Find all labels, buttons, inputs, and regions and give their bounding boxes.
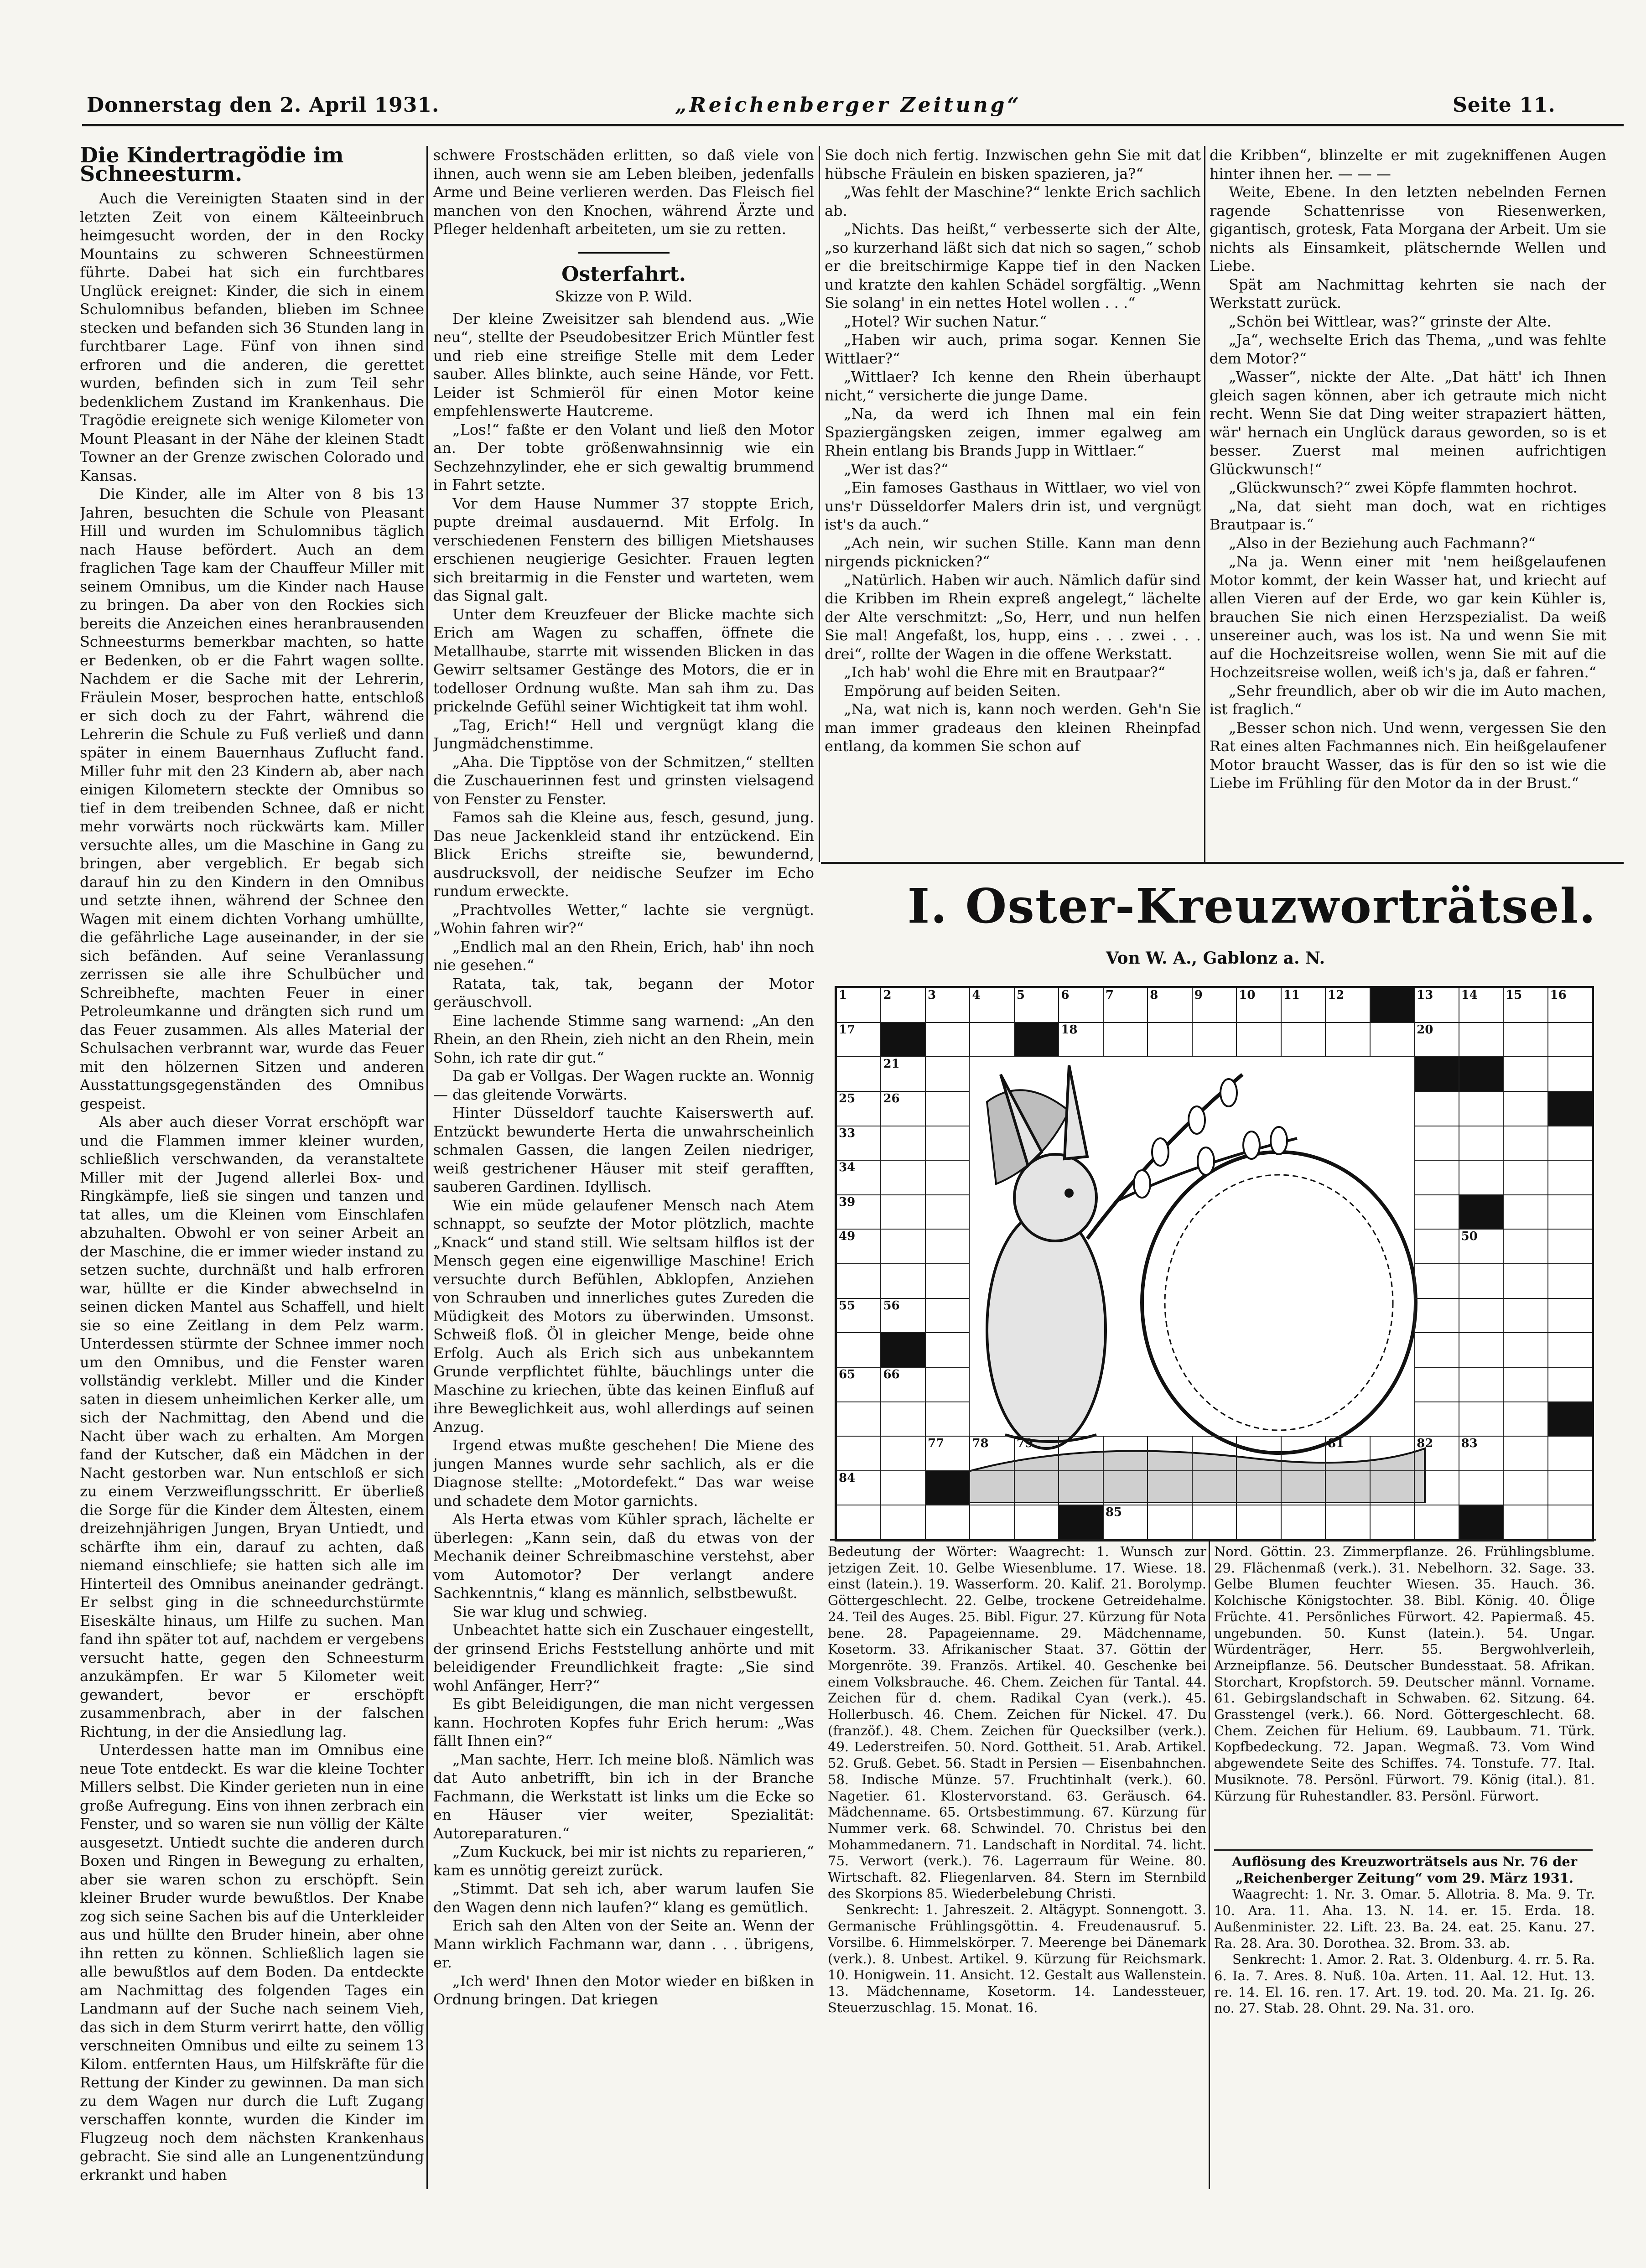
story-byline: Skizze von P. Wild.: [555, 288, 693, 305]
crossword-cell: [1459, 1195, 1503, 1230]
crossword-cell[interactable]: [1503, 1264, 1547, 1298]
crossword-cell[interactable]: [1370, 1436, 1414, 1471]
crossword-cell[interactable]: [881, 1229, 925, 1264]
crossword-cell[interactable]: 20: [1414, 1022, 1459, 1057]
story-paragraph: Spät am Nachmittag kehrten sie nach der Werkstatt zurück.: [1210, 275, 1606, 311]
story-paragraph: Ratata, tak, tak, begann der Motor geräuschvoll.: [433, 975, 814, 1011]
article-paragraph: Die Kinder, alle im Alter von 8 bis 13 Jahren, besuchten die Schule von Pleasant Hill und wurden im Schulomnibus täglich nach Hause befördert. Auch an dem fraglichen Tage kam der Chauffeur Miller mit seinem Omnibus, um die Kinder nach Hause zu bringen. Da aber von den Rockies sich bereits die Anzeichen eines heranbrausenden Schneesturms bemerkbar machten, so hatte er Bedenken, ob er die Fahrt wagen sollte. Nachdem er die Sache mit der Lehrerin, Fräulein Moser, besprochen hatte, entschloß er sich doch zu der Fahrt, während die Lehrerin die Schule zu Fuß verließ und dann später in einem Bauernhaus Zuflucht fand. Miller fuhr mit den 23 Kindern ab, aber nach einigen Kilometern steckte der Omnibus so tief in dem treibenden Schnee, daß er nicht mehr vorwärts noch rückwärts kam. Miller versuchte alles, um die Maschine in Gang zu bringen, aber vergeblich. Er begab sich darauf hin zu den Kindern in den Omnibus und setzte ihnen, während der Schnee den Wagen mit einem dichten Vorhang umhüllte, die gefährliche Lage auseinander, in der sie sich befänden. Auf seine Veranlassung zerrissen sie alle ihre Schulbücher und Schreibhefte, machten Feuer in einer Petroleumkanne und drängten sich rund um das Feuer zusammen. Als alles Material der Schulsachen verbrannt war, wurde das Feuer mit den hölzernen Sitzen und anderen Ausstattungsgegenständen des Omnibus gespeist.: [80, 485, 424, 1112]
crossword-cell[interactable]: [1503, 1195, 1547, 1230]
story-paragraph: „Besser schon nich. Und wenn, vergessen Sie den Rat eines alten Fachmannes nich. Ein heißgelaufener Motor braucht Wasser, das is für den so ist wie die Liebe im Frühling für den Motor da in der Brust.“: [1210, 719, 1606, 792]
story-paragraph: „Prachtvolles Wetter,“ lachte sie vergnügt. „Wohin fahren wir?“: [433, 901, 814, 937]
crossword-cell[interactable]: [1548, 1436, 1592, 1471]
crossword-cell[interactable]: [1459, 1367, 1503, 1402]
crossword-cell[interactable]: 13: [1414, 988, 1459, 1022]
crossword-cell[interactable]: [1281, 1471, 1325, 1505]
solution-title: Auflösung des Kreuzworträtsels aus Nr. 76 der „Reichenberger Zeitung“ vom 29. März 1931.: [1231, 1854, 1578, 1886]
crossword-cell[interactable]: 55: [836, 1298, 881, 1333]
crossword-cell[interactable]: 56: [881, 1298, 925, 1333]
crossword-cell[interactable]: [925, 1091, 970, 1126]
crossword-cell: [881, 1333, 925, 1367]
crossword-cell[interactable]: [925, 1367, 970, 1402]
crossword-cell[interactable]: [925, 1402, 970, 1437]
crossword-cell[interactable]: 17: [836, 1022, 881, 1057]
story-paragraph: „Also in der Beziehung auch Fachmann?“: [1229, 534, 1536, 552]
crossword-cell[interactable]: [1548, 1471, 1592, 1505]
previous-solution: [1214, 1854, 1595, 2187]
article-easter-drive: [433, 146, 814, 2198]
crossword-cell[interactable]: [925, 1229, 970, 1264]
crossword-cell[interactable]: [970, 1022, 1014, 1057]
story-paragraph: „Na, da werd ich Ihnen mal ein fein Spaziergängsken zeigen, immer egalweg am Rhein entlang bis Brands Jupp in Wittlaer.“: [825, 405, 1201, 459]
story-paragraph: „Tag, Erich!“ Hell und vergnügt klang die Jungmädchenstimme.: [433, 716, 814, 752]
crossword-cell[interactable]: [836, 1333, 881, 1367]
crossword-cell[interactable]: 3: [925, 988, 970, 1022]
crossword-cell[interactable]: [1548, 1160, 1592, 1195]
story-paragraph: „Wittlaer? Ich kenne den Rhein überhaupt nicht,“ versicherte die junge Dame.: [825, 368, 1201, 404]
crossword-cell[interactable]: [1414, 1091, 1459, 1126]
crossword-cell[interactable]: [1014, 1505, 1059, 1540]
story-paragraph: „Wer ist das?“: [844, 460, 949, 478]
crossword-cell[interactable]: [1548, 1022, 1592, 1057]
crossword-cell[interactable]: [1503, 1022, 1547, 1057]
crossword-cell[interactable]: [1414, 1229, 1459, 1264]
crossword-cell[interactable]: [1325, 1505, 1370, 1540]
story-paragraph: „Stimmt. Dat seh ich, aber warum laufen Sie den Wagen denn nich laufen?“ klang es gemütlich.: [433, 1880, 814, 1916]
story-paragraph: „Ich hab' wohl die Ehre mit en Brautpaar?“: [844, 664, 1166, 681]
crossword-cell[interactable]: [925, 1264, 970, 1298]
crossword-cell[interactable]: [1414, 1160, 1459, 1195]
crossword-cell[interactable]: [1503, 1229, 1547, 1264]
crossword-cell[interactable]: [1459, 1264, 1503, 1298]
clues-vertical-cont: Nord. Göttin. 23. Zimmerpflanze. 26. Frühlingsblume. 29. Flächenmaß (verk.). 31. Nebelhorn. 32. Sage. 33. Gelbe Blumen feuchter Wiesen. 35. Hauch. 36. Kolchische Königstochter. 38. Bibl. König. 40. Ölige Früchte. 41. Persönliches Fürwort. 42. Papiermaß. 45. ungebunden. 50. Kunst (latein.). 54. Ungar. Würdenträger, Herr. 55. Bergwohlverleih, Arzneipflanze. 56. Deutscher Bundesstaat. 58. Afrikan. Storchart, Kropfstorch. 59. Deutscher männl. Vorname. 61. Gebirgslandschaft in Schwaben. 62. Sitzung. 64. Grasstengel (verk.). 66. Nord. Göttergeschlecht. 68. Chem. Zeichen für Helium. 69. Laubbaum. 71. Türk. Kopfbedeckung. 72. Japan. Wegmaß. 73. Vom Wind abgewendete Seite des Schiffes. 74. Tonstufe. 77. Ital. Musiknote. 78. Persönl. Fürwort. 79. König (ital.). 81. Kürzung für Ruhestandler. 83. Persönl. Fürwort.: [1214, 1544, 1595, 1804]
story-title: Osterfahrt.: [561, 262, 686, 286]
crossword-top-rule: [821, 862, 1624, 864]
article-paragraph: Unterdessen hatte man im Omnibus eine neue Tote entdeckt. Es war die kleine Tochter Millers selbst. Die Kinder gerieten nun in eine große Aufregung. Eins von ihnen zerbrach ein Fenster, und so waren sie nun völlig der Kälte ausgesetzt. Untiedt suchte die anderen durch Boxen und Ringen in Bewegung zu erhalten, aber sie waren schon zu erschöpft. Sein kleiner Bruder wurde bewußtlos. Der Knabe zog sich seine Sachen bis auf die Unterkleider aus und hüllte den Bruder hinein, aber ohne ihn retten zu können. Schließlich lagen sie alle bewußtlos auf dem Boden. Da entdeckte am Nachmittag des folgenden Tages ein Landmann auf der Suche nach seinem Vieh, das sich in dem Sturm verirrt hatte, den völlig verschneiten Omnibus und eilte zu seinem 13 Kilom. entfernten Haus, um Hilfskräfte für die Rettung der Kinder zu gewinnen. Da man sich zu dem Wagen nur durch die Luft Zugang verschaffen konnte, wurden die Kinder im Flugzeug noch dem nächsten Krankenhaus gebracht. Sie sind alle an Lungenentzündung erkrankt und haben: [80, 1741, 424, 2184]
separator-rule: [578, 252, 670, 254]
crossword-cell[interactable]: [925, 1160, 970, 1195]
crossword-cell[interactable]: [1414, 1298, 1459, 1333]
crossword-cell[interactable]: [881, 1160, 925, 1195]
crossword-cell: [1548, 1091, 1592, 1126]
crossword-cell[interactable]: [1548, 1333, 1592, 1367]
crossword-cell[interactable]: [1281, 1022, 1325, 1057]
crossword-cell[interactable]: [836, 1402, 881, 1437]
crossword-cell[interactable]: [1414, 1126, 1459, 1161]
crossword-cell[interactable]: [1503, 1057, 1547, 1091]
crossword-cell[interactable]: [1503, 1298, 1547, 1333]
crossword-cell[interactable]: [1548, 1057, 1592, 1091]
crossword-cell[interactable]: [925, 1333, 970, 1367]
story-paragraph: „Na ja. Wenn einer mit 'nem heißgelaufenen Motor kommt, der kein Wasser hat, und kriecht auf allen Vieren auf der Erde, wo gar kein Kühler is, brauchen Sie nich einen Herzspezialist. Da weiß unsereiner auch, was los ist. Na und wenn Sie mit auf die Hochzeitsreise wollen, wenn Sie mit auf die Hochzeitsreise wollen, weiß ich's ja, daß er fahren.“: [1210, 553, 1606, 681]
article-title: Die Kindertragödie im Schneesturm.: [80, 146, 344, 186]
story-paragraph: „Na, dat sieht man doch, wat en richtiges Brautpaar is.“: [1210, 497, 1606, 533]
crossword-cell[interactable]: [1459, 1126, 1503, 1161]
story-paragraph: „Aha. Die Tipptöse von der Schmitzen,“ stellten die Zuschauerinnen fest und grinsten vielsagend von Fenster zu Fenster.: [433, 753, 814, 808]
crossword-cell[interactable]: [1148, 1471, 1192, 1505]
crossword-cell[interactable]: 14: [1459, 988, 1503, 1022]
crossword-cell[interactable]: [1103, 1022, 1148, 1057]
crossword-cell[interactable]: [925, 1022, 970, 1057]
article-paragraph: Als aber auch dieser Vorrat erschöpft war und die Flammen immer kleiner wurden, schließlich verschwanden, da veranstaltete Miller mit der Jugend allerlei Box- und Ringkämpfe, ließ sie singen und tanzen und tat alles, um die Kleinen vom Einschlafen abzuhalten. Obwohl er von seiner Arbeit an der Maschine, die er immer wieder instand zu setzen suchte, durchnäßt und halb erfroren war, hüllte er die Kinder abwechselnd in seinen dicken Mantel aus Schaffell, und hielt sie so eine Zeitlang in dem Pelz warm. Unterdessen stürmte der Schnee immer noch um den Omnibus, und die Fenster waren vollständig verklebt. Miller und die Kinder saten in diesem unheimlichen Kerker alle, um sich der Nachmittag, den Abend und die Nacht über wach zu erhalten. Am Morgen fand der Kutscher, daß ein Mädchen in der Nacht gestorben war. Nun entschloß er sich zu einem Verzweiflungsschritt. Er überließ die Sorge für die Kinder dem Ältesten, einem dreizehnjährigen Jungen, Bryan Untiedt, und schärfte ihm ein, darauf zu achten, daß niemand einschliefe; sie hatten sich alle im Hinterteil des Omnibus aneinander gedrängt. Er selbst ging in die schneedurchstürmte Eiseskälte hinaus, um Hilfe zu suchen. Man fand ihn später tot auf, nachdem er vergebens versucht hatte, gegen den Schneesturm anzukämpfen. Er war 5 Kilometer weit gewandert, bevor er erschöpft zusammenbrach, aber in der falschen Richtung, in der die Ansiedlung lag.: [80, 1113, 424, 1740]
crossword-cell[interactable]: [1503, 1505, 1547, 1540]
article-paragraph: Auch die Vereinigten Staaten sind in der letzten Zeit von einem Kälteeinbruch heimgesucht worden, der in den Rocky Mountains zu schweren Schneestürmen führte. Dabei hat sich ein furchtbares Unglück ereignet: Kinder, die sich in einem Schulomnibus befanden, blieben im Schnee stecken und befanden sich 36 Stunden lang in furchtbarer Lage. Fünf von ihnen sind erfroren und die anderen, die gerettet wurden, befinden sich in zum Teil sehr bedenklichem Zustand im Krankenhaus. Die Tragödie ereignete sich wenige Kilometer von Mount Pleasant in der Nähe der kleinen Stadt Towner an der Grenze zwischen Colorado und Kansas.: [80, 190, 424, 484]
story-paragraph: „Man sachte, Herr. Ich meine bloß. Nämlich was dat Auto anbetrifft, bin ich in der Branche Fachmann, die Werkstatt ist links um die Ecke so en Häuser vier weiter, Spezialität: Autoreparaturen.“: [433, 1750, 814, 1842]
easter-bunny-illustration: [950, 1047, 1429, 1503]
crossword-cell[interactable]: [881, 1471, 925, 1505]
clues-vertical: Senkrecht: 1. Jahreszeit. 2. Altägypt. Sonnengott. 3. Germanische Frühlingsgöttin. 4. Freudenausruf. 5. Vorsilbe. 6. Himmelskörper. 7. Meerenge bei Dänemark (verk.). 8. Unbest. Artikel. 9. Kürzung für Reichsmark. 10. Honigwein. 11. Ansicht. 12. Gestalt aus Wallenstein. 13. Mädchenname, Kosetorm. 14. Landessteuer, Steuerzuschlag. 15. Monat. 16.: [828, 1902, 1206, 2015]
crossword-cell[interactable]: [1503, 1091, 1547, 1126]
crossword-cell[interactable]: 5: [1014, 988, 1059, 1022]
crossword-cell[interactable]: [1281, 1436, 1325, 1471]
crossword-cell[interactable]: [925, 1298, 970, 1333]
crossword-cell[interactable]: [1370, 1505, 1414, 1540]
crossword-cell[interactable]: [1414, 1402, 1459, 1437]
story-paragraph: Als Herta etwas vom Kühler sprach, lächelte er überlegen: „Kann sein, daß du etwas von der Mechanik deiner Schreibmaschine verstehst, aber vom Automotor? Der verlangt andere Sachkenntnis,“ klang es männlich, selbstbewußt.: [433, 1510, 814, 1602]
crossword-cell[interactable]: [881, 1195, 925, 1230]
crossword-cell[interactable]: [1459, 1160, 1503, 1195]
crossword-cell[interactable]: [1459, 1022, 1503, 1057]
story-paragraph: „Nichts. Das heißt,“ verbesserte sich der Alte, „so kurzerhand läßt sich dat nich so sagen,“ schob er die breitschirmige Kappe tief in den Nacken und kratzte den kahlen Schädel sorgfältig. „Wenn Sie solang' in ein nettes Hotel wollen . . .“: [825, 220, 1201, 311]
crossword-cell[interactable]: [1059, 1471, 1103, 1505]
story-paragraph: „Natürlich. Haben wir auch. Nämlich dafür sind die Kribben im Rhein expreß angelegt,“ lächelte der Alte verschmitzt: „So, Herr, und nun helfen Sie mal! Angefaßt, los, hupp, eins . . . zwei . . . drei“, rollte der Wagen in die offene Werkstatt.: [825, 571, 1201, 663]
crossword-cell[interactable]: [1014, 1471, 1059, 1505]
column-rule: [426, 146, 428, 2189]
story-paragraph: „Ach nein, wir suchen Stille. Kann man denn nirgends picknicken?“: [825, 534, 1201, 570]
solution-vertical: Senkrecht: 1. Amor. 2. Rat. 3. Oldenburg. 4. rr. 5. Ra. 6. Ia. 7. Ares. 8. Nuß. 10a. Arten. 11. Aal. 12. Hut. 13. re. 14. El. 16. ren. 17. Art. 19. tod. 20. Ma. 21. Ig. 26. no. 27. Stab. 28. Ohnt. 29. Na. 31. oro.: [1214, 1951, 1595, 2016]
crossword-cell: [881, 1022, 925, 1057]
crossword-cell[interactable]: [1370, 1022, 1414, 1057]
crossword-cell[interactable]: 78: [970, 1436, 1014, 1471]
crossword-cell[interactable]: [1414, 1264, 1459, 1298]
story-paragraph: „Glückwunsch?“ zwei Köpfe flammten hochrot.: [1229, 479, 1578, 496]
story-paragraph: „Schön bei Wittlear, was?“ grinste der Alte.: [1229, 312, 1552, 330]
story-paragraph: „Haben wir auch, prima sogar. Kennen Sie Wittlaer?“: [825, 331, 1201, 367]
crossword-cell[interactable]: [1192, 1436, 1236, 1471]
solution-rule: [1214, 1849, 1593, 1851]
issue-date: Donnerstag den 2. April 1931.: [87, 93, 440, 117]
crossword-cell[interactable]: [1459, 1298, 1503, 1333]
story-paragraph: „Hotel? Wir suchen Natur.“: [844, 312, 1047, 330]
story-paragraph: Erich sah den Alten von der Seite an. Wenn der Mann wirklich Fachmann war, dann . . . übrigens, er.: [433, 1917, 814, 1971]
crossword-cell[interactable]: [1503, 1436, 1547, 1471]
crossword-cell[interactable]: [1414, 1471, 1459, 1505]
crossword-cell[interactable]: [1503, 1160, 1547, 1195]
story-paragraph: „Ja“, wechselte Erich das Thema, „und was fehlte dem Motor?“: [1210, 331, 1606, 367]
crossword-cell[interactable]: 2: [881, 988, 925, 1022]
crossword-cell[interactable]: [1548, 1505, 1592, 1540]
crossword-cell[interactable]: [881, 1126, 925, 1161]
crossword-cell[interactable]: 18: [1059, 1022, 1103, 1057]
crossword-cell[interactable]: 1: [836, 988, 881, 1022]
crossword-cell[interactable]: [1148, 1505, 1192, 1540]
crossword-cell[interactable]: 16: [1548, 988, 1592, 1022]
crossword-cell[interactable]: [1059, 1436, 1103, 1471]
clues-horizontal: Bedeutung der Wörter: Waagrecht: 1. Wunsch zur jetzigen Zeit. 10. Gelbe Wiesenblume. 17. Wiese. 18. einst (latein.). 19. Wasserform. 20. Kalif. 21. Borolymp. Göttergeschlecht. 22. Gelbe, trockene Getreidehalme. 24. Teil des Auges. 25. Bibl. Figur. 27. Kürzung für Nota bene. 28. Papageienname. 29. Mädchenname, Kosetorm. 33. Afrikanischer Staat. 37. Göttin der Morgenröte. 39. Französ. Artikel. 40. Geschenke bei einem Volksbrauche. 46. Chem. Zeichen für Tantal. 44. Zeichen für d. chem. Radikal Cyan (verk.). 45. Hollerbusch. 46. Chem. Zeichen für Nickel. 47. Du (franzöf.). 48. Chem. Zeichen für Quecksilber (verk.). 49. Lederstreifen. 50. Nord. Gottheit. 51. Arab. Artikel. 52. Gruß. Gebet. 56. Stadt in Persien — Eisenbahnchen. 58. Indische Münze. 57. Fruchtinhalt (verk.). 60. Nagetier. 61. Klostervorstand. 63. Geräusch. 64. Mädchenname. 65. Ortsbestimmung. 67. Kürzung für Nummer verk. 68. Schwindel. 70. Christus bei den Mohammedanern. 71. Landschaft in Nordital. 74. licht. 75. Verwort (verk.). 76. Lagerraum für Weine. 80. Wirtschaft. 82. Fliegenlarven. 84. Stern im Sternbild des Skorpions 85. Wiederbelebung Christi.: [828, 1544, 1206, 1901]
story-paragraph: Sie war klug und schwieg.: [452, 1603, 648, 1620]
story-paragraph: Sie doch nich fertig. Inzwischen gehn Sie mit dat hübsche Fräulein en bisken spazieren, ja?“: [825, 146, 1201, 182]
page-number: Seite 11.: [1453, 93, 1556, 117]
story-paragraph: Empörung auf beiden Seiten.: [844, 682, 1061, 700]
crossword-cell[interactable]: [1459, 1333, 1503, 1367]
crossword-cell[interactable]: [925, 1505, 970, 1540]
story-paragraph: „Ein famoses Gasthaus in Wittlaer, wo viel von uns'r Düsseldorfer Malers drin ist, und vergnügt ist's da auch.“: [825, 479, 1201, 533]
crossword-cell[interactable]: [881, 1436, 925, 1471]
story-paragraph: „Ich werd' Ihnen den Motor wieder en bißken in Ordnung bringen. Dat kriegen: [433, 1972, 814, 2008]
crossword-cell[interactable]: [925, 1126, 970, 1161]
story-paragraph: „Endlich mal an den Rhein, Erich, hab' ihn noch nie gesehen.“: [433, 938, 814, 974]
crossword-cell[interactable]: [925, 1057, 970, 1091]
crossword-cell[interactable]: [1236, 1471, 1281, 1505]
crossword-cell[interactable]: 7: [1103, 988, 1148, 1022]
crossword-grid[interactable]: [835, 986, 1594, 1541]
crossword-cell[interactable]: [1548, 1195, 1592, 1230]
column-rule: [819, 146, 820, 862]
crossword-cell[interactable]: 66: [881, 1367, 925, 1402]
crossword-cell[interactable]: 79: [1014, 1436, 1059, 1471]
crossword-cell[interactable]: [1148, 1436, 1192, 1471]
crossword-cell[interactable]: [1503, 1126, 1547, 1161]
story-paragraph: Eine lachende Stimme sang warnend: „An den Rhein, an den Rhein, zieh nicht an den Rhein, mein Sohn, ich rate dir gut.“: [433, 1012, 814, 1066]
crossword-cell[interactable]: 26: [881, 1091, 925, 1126]
crossword-cell[interactable]: [881, 1402, 925, 1437]
crossword-cell[interactable]: 4: [970, 988, 1014, 1022]
crossword-cell[interactable]: 6: [1059, 988, 1103, 1022]
crossword-cell[interactable]: 50: [1459, 1229, 1503, 1264]
crossword-cell[interactable]: 83: [1459, 1436, 1503, 1471]
crossword-cell[interactable]: [1459, 1402, 1503, 1437]
story-paragraph: „Wasser“, nickte der Alte. „Dat hätt' ich Ihnen gleich sagen können, aber ich getraute mich nicht recht. Wenn Sie dat Ding weiter strapaziert hätten, wär' hernach ein Unglück daraus geworden, so is et besser. Zuerst mal meinen aufrichtigen Glückwunsch!“: [1210, 368, 1606, 478]
crossword-cell[interactable]: [1103, 1436, 1148, 1471]
crossword-cell[interactable]: [1370, 1471, 1414, 1505]
crossword-cell[interactable]: [1192, 1505, 1236, 1540]
story-continued-col3: [825, 146, 1201, 857]
story-paragraph: Es gibt Beleidigungen, die man nicht vergessen kann. Hochroten Kopfes fuhr Erich herum: „Was fällt Ihnen ein?“: [433, 1695, 814, 1749]
crossword-cell[interactable]: 82: [1414, 1436, 1459, 1471]
crossword-cell[interactable]: 12: [1325, 988, 1370, 1022]
crossword-cell[interactable]: [836, 1264, 881, 1298]
crossword-cell[interactable]: [1414, 1333, 1459, 1367]
continuation-paragraph: schwere Frostschäden erlitten, so daß viele von ihnen, auch wenn sie am Leben bleiben, jedenfalls Arme und Beine verlieren werden. Das Fleisch fiel manchen von den Knochen, während Ärzte und Pfleger heldenhaft arbeiteten, um sie zu retten.: [433, 146, 814, 238]
story-paragraph: „Zum Kuckuck, bei mir ist nichts zu reparieren,“ kam es unnötig gereizt zurück.: [433, 1843, 814, 1879]
story-paragraph: Vor dem Hause Nummer 37 stoppte Erich, pupte dreimal ausdauernd. Mit Erfolg. In verschiedenen Fenstern des billigen Mietshauses erschienen neugierige Gesichter. Frauen legten sich breitarmig in die Fenster und warteten, wem das Signal galt.: [433, 494, 814, 604]
story-continued-col4: [1210, 146, 1606, 857]
crossword-cell[interactable]: [1236, 1505, 1281, 1540]
crossword-cell[interactable]: 84: [836, 1471, 881, 1505]
crossword-cell[interactable]: 49: [836, 1229, 881, 1264]
crossword-cell: [1059, 1505, 1103, 1540]
crossword-byline: Von W. A., Gablonz a. N.: [1106, 949, 1325, 968]
legend-top-rule: [830, 1539, 1596, 1541]
crossword-cell[interactable]: [1414, 1367, 1459, 1402]
crossword-cell[interactable]: [1503, 1367, 1547, 1402]
crossword-cell[interactable]: [1281, 1505, 1325, 1540]
crossword-cell[interactable]: [836, 1436, 881, 1471]
story-paragraph: Hinter Düsseldorf tauchte Kaiserswerth auf. Entzückt bewunderte Herta die unwahrscheinlich schmalen Gassen, die langen Zeilen niedriger, weiß gestrichener Häuser mit steif gerafften, sauberen Gardinen. Idyllisch.: [433, 1104, 814, 1195]
crossword-cell: [1370, 988, 1414, 1022]
crossword-cell[interactable]: [1548, 1264, 1592, 1298]
story-paragraph: Weite, Ebene. In den letzten nebelnden Fernen ragende Schattenrisse von Riesenwerken, gigantisch, grotesk, Fata Morgana der Arbeit. Um sie nichts als Einsamkeit, plätschernde Wellen und Liebe.: [1210, 183, 1606, 275]
crossword-cell[interactable]: [1192, 1022, 1236, 1057]
crossword-cell[interactable]: [1414, 1505, 1459, 1540]
crossword-cell[interactable]: [1459, 1091, 1503, 1126]
crossword-cell: [1014, 1022, 1059, 1057]
story-paragraph: „Sehr freundlich, aber ob wir die im Auto machen, ist fraglich.“: [1210, 682, 1606, 718]
crossword-cell[interactable]: [1459, 1471, 1503, 1505]
crossword-cell[interactable]: [1548, 1298, 1592, 1333]
story-paragraph: „Na, wat nich is, kann noch werden. Geh'n Sie man immer gradeaus den kleinen Rheinpfad entlang, da kommen Sie schon auf: [825, 701, 1201, 755]
article-children-tragedy: [80, 146, 424, 2198]
crossword-cell[interactable]: [1503, 1471, 1547, 1505]
crossword-cell: [1414, 1057, 1459, 1091]
crossword-cell[interactable]: 77: [925, 1436, 970, 1471]
crossword-cell[interactable]: [1236, 1436, 1281, 1471]
crossword-clues-2: [1214, 1544, 1595, 1845]
story-paragraph: „Was fehlt der Maschine?“ lenkte Erich sachlich ab.: [825, 183, 1201, 219]
story-paragraph: Der kleine Zweisitzer sah blendend aus. „Wie neu“, stellte der Pseudobesitzer Erich Müntler fest und rieb eine streifige Stelle mit dem Leder sauber. Alles blinkte, auch seine Hände, vor Fett. Leider ist Schmieröl für einen Motor keine empfehlenswerte Hautcreme.: [433, 310, 814, 420]
crossword-cell[interactable]: [1548, 1367, 1592, 1402]
crossword-clues-1: [828, 1544, 1206, 2189]
story-paragraph: die Kribben“, blinzelte er mit zugekniffenen Augen hinter ihnen her. — — —: [1210, 146, 1606, 182]
story-paragraph: Unter dem Kreuzfeuer der Blicke machte sich Erich am Wagen zu schaffen, öffnete die Metallhaube, starrte mit wissenden Blicken in das Gewirr seltsamer Gestänge des Motors, die er in todelloser Ordnung wußte. Man sah ihm zu. Das prickelnde Gefühl seiner Wichtigkeit tat ihm wohl.: [433, 605, 814, 715]
crossword-cell: [1459, 1057, 1503, 1091]
crossword-cell[interactable]: [1148, 1022, 1192, 1057]
story-paragraph: Famos sah die Kleine aus, fesch, gesund, jung. Das neue Jackenkleid stand ihr entzückend. Ein Blick Erichs streifte sie, bewundernd, ausdrucksvoll, der neidische Seufzer im Echo rundum erweckte.: [433, 809, 814, 900]
crossword-cell[interactable]: [836, 1057, 881, 1091]
header-rule: [82, 124, 1624, 126]
crossword-cell: [1459, 1505, 1503, 1540]
crossword-cell[interactable]: 25: [836, 1091, 881, 1126]
crossword-cell[interactable]: [925, 1195, 970, 1230]
crossword-cell[interactable]: [881, 1264, 925, 1298]
crossword-cell: [925, 1471, 970, 1505]
crossword-cell[interactable]: 39: [836, 1195, 881, 1230]
crossword-cell[interactable]: [1548, 1229, 1592, 1264]
crossword-cell[interactable]: [881, 1505, 925, 1540]
crossword-cell[interactable]: 34: [836, 1160, 881, 1195]
crossword-cell[interactable]: [1503, 1333, 1547, 1367]
crossword-cell[interactable]: [1414, 1195, 1459, 1230]
crossword-cell[interactable]: [1192, 1471, 1236, 1505]
column-rule: [1209, 1541, 1210, 2189]
story-paragraph: Wie ein müde gelaufener Mensch nach Atem schnappt, so seufzte der Motor plötzlich, machte „Knack“ und stand still. Wie seltsam hilflos ist der Mensch gegen eine eigenwillige Maschine! Erich versuchte durch Befühlen, Abklopfen, Anziehen von Schrauben und innerliches gutes Zureden die Müdigkeit des Motors zu überwinden. Umsonst. Schweiß floß. Öl in gleicher Menge, beide ohne Erfolg. Auch als Erich sich aus unbekanntem Grunde verpflichtet fühlte, bäuchlings unter die Maschine zu kriechen, übte das keinen Einfluß auf ihre Beweglichkeit aus, wohl allerdings auf seinen Anzug.: [433, 1196, 814, 1436]
solution-horizontal: Waagrecht: 1. Nr. 3. Omar. 5. Allotria. 8. Ma. 9. Tr. 10. Ara. 11. Aha. 13. N. 14. er. 15. Erda. 18. Außenminister. 22. Lift. 23. Ba. 24. eat. 25. Kanu. 27. Ra. 28. Ara. 30. Dorothea. 32. Brom. 33. ab.: [1214, 1886, 1595, 1951]
crossword-cell[interactable]: [1503, 1402, 1547, 1437]
story-paragraph: Da gab er Vollgas. Der Wagen ruckte an. Wonnig — das gleitende Vorwärts.: [433, 1067, 814, 1103]
crossword-cell[interactable]: 10: [1236, 988, 1281, 1022]
crossword-cell[interactable]: 15: [1503, 988, 1547, 1022]
crossword-cell[interactable]: 8: [1148, 988, 1192, 1022]
crossword-cell[interactable]: [1325, 1022, 1370, 1057]
crossword-cell[interactable]: 11: [1281, 988, 1325, 1022]
story-paragraph: Irgend etwas mußte geschehen! Die Miene des jungen Mannes wurde sehr sachlich, als er die Diagnose stellte: „Motordefekt.“ Das war weise und schadete dem Motor garnichts.: [433, 1437, 814, 1510]
crossword-cell[interactable]: 85: [1103, 1505, 1148, 1540]
crossword-cell[interactable]: [1236, 1022, 1281, 1057]
crossword-cell[interactable]: 81: [1325, 1436, 1370, 1471]
story-paragraph: Unbeachtet hatte sich ein Zuschauer eingestellt, der grinsend Erichs Feststellung anhörte und mit beleidigender Freundlichkeit fragte: „Sie sind wohl Anfänger, Herr?“: [433, 1621, 814, 1694]
masthead: „Reichenberger Zeitung“: [675, 93, 1022, 117]
crossword-cell[interactable]: [1325, 1471, 1370, 1505]
story-paragraph: „Los!“ faßte er den Volant und ließ den Motor an. Der tobte größenwahnsinnig wie ein Sechzehnzylinder, ehe er sich gewaltig brummend in Fahrt setzte.: [433, 420, 814, 493]
crossword-title: I. Oster-Kreuzworträtsel.: [907, 878, 1597, 934]
crossword-cell[interactable]: 65: [836, 1367, 881, 1402]
crossword-cell[interactable]: 33: [836, 1126, 881, 1161]
crossword-cell[interactable]: [970, 1505, 1014, 1540]
crossword-cell[interactable]: [970, 1471, 1014, 1505]
column-rule: [1204, 146, 1205, 862]
crossword-cell[interactable]: 9: [1192, 988, 1236, 1022]
crossword-cell[interactable]: 21: [881, 1057, 925, 1091]
crossword-cell[interactable]: [1103, 1471, 1148, 1505]
crossword-cell[interactable]: [836, 1505, 881, 1540]
crossword-cell: [1548, 1402, 1592, 1437]
crossword-cell[interactable]: [1548, 1126, 1592, 1161]
